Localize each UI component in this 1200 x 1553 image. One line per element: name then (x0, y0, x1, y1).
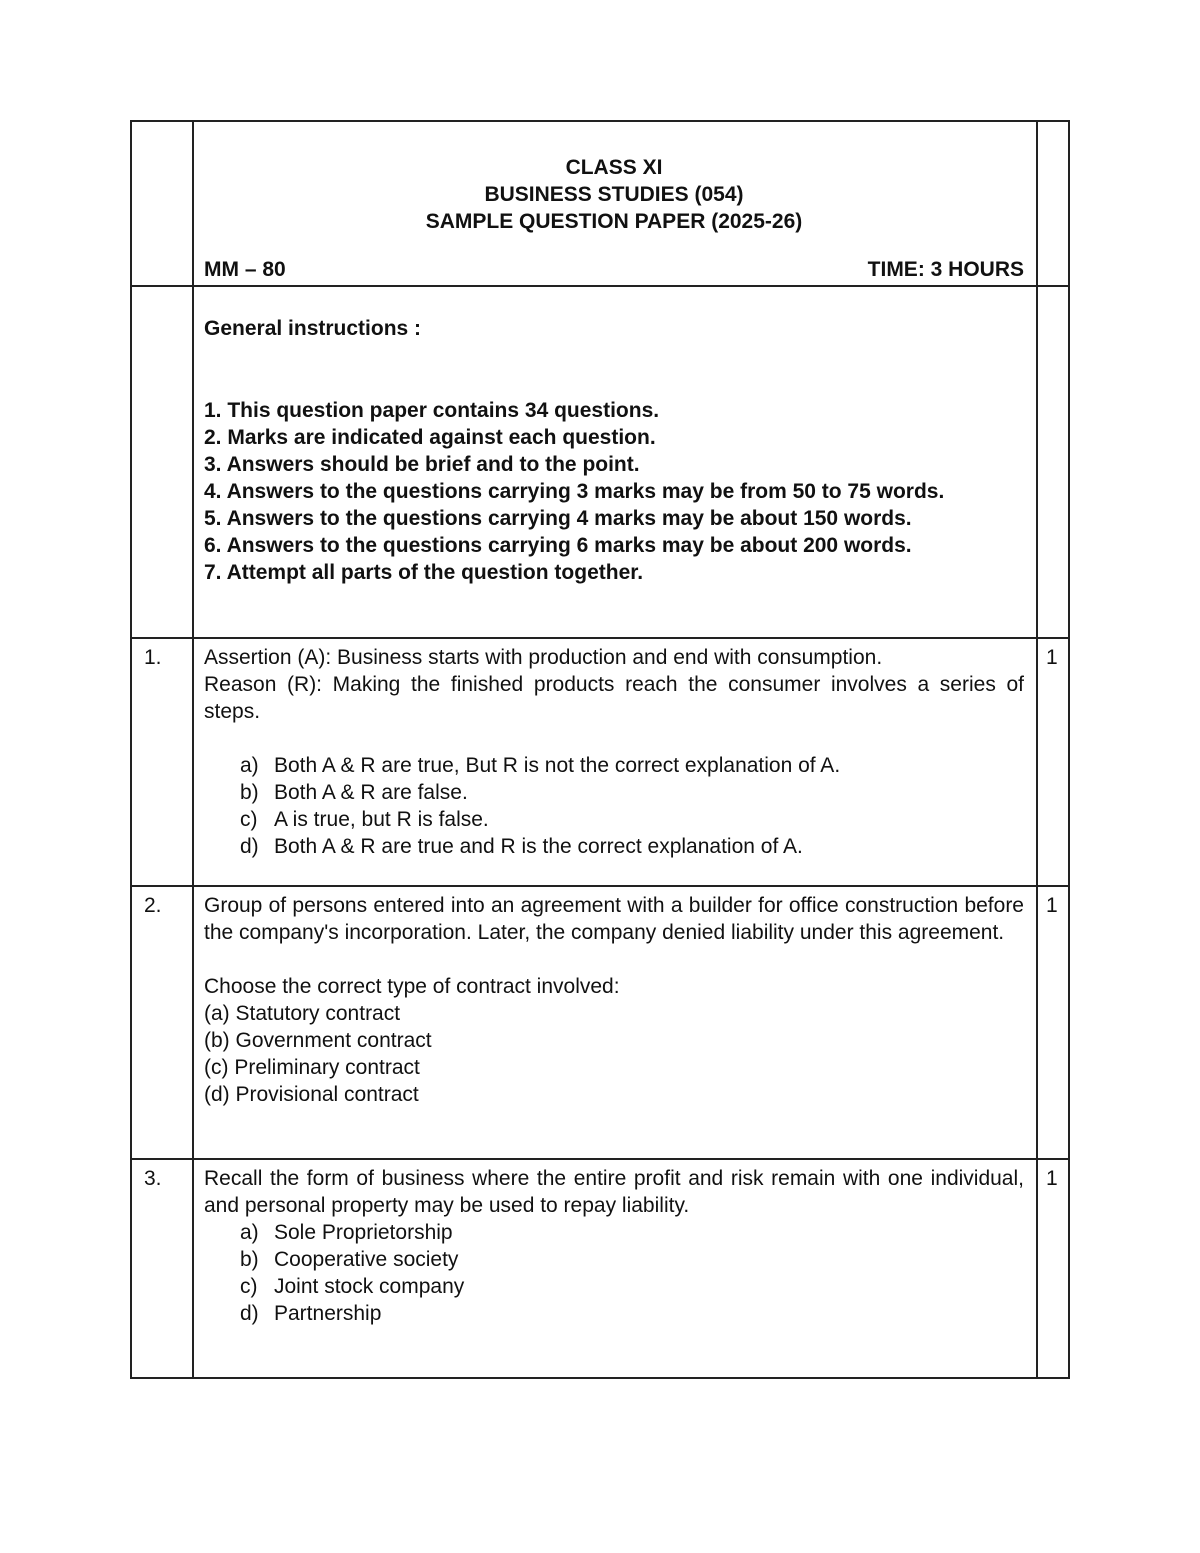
paper-title: SAMPLE QUESTION PAPER (2025-26) (425, 210, 803, 233)
instruction-item: 5. Answers to the questions carrying 4 marks may be about 150 words. (204, 507, 912, 530)
option-label: a) (240, 1221, 259, 1244)
question-body (193, 886, 1037, 1159)
option-text: Both A & R are true, But R is not the correct explanation of A. (274, 754, 841, 777)
paper-title-block (204, 127, 1024, 235)
option-item: (d) Provisional contract (204, 1083, 419, 1106)
options-list (204, 1000, 1024, 1108)
header-number-cell (131, 121, 193, 286)
question-row (131, 638, 1069, 886)
time-allowed: TIME: 3 HOURS (867, 258, 1024, 281)
instruction-item: 2. Marks are indicated against each question. (204, 426, 656, 449)
instruction-item: 4. Answers to the questions carrying 3 marks may be from 50 to 75 words. (204, 480, 945, 503)
max-marks: MM – 80 (204, 258, 286, 281)
header-cell (193, 121, 1037, 286)
question-number: 1. (131, 638, 193, 886)
option-text: Cooperative society (274, 1248, 459, 1271)
option-item (240, 1246, 1024, 1273)
option-text: Both A & R are false. (274, 781, 468, 804)
option-item (240, 833, 1024, 860)
option-item: (a) Statutory contract (204, 1002, 401, 1025)
option-text: A is true, but R is false. (274, 808, 489, 831)
options-list (204, 752, 1024, 860)
option-item (240, 1273, 1024, 1300)
question-paper-table (130, 120, 1070, 1379)
option-item (240, 1219, 1024, 1246)
question-marks: 1 (1037, 1159, 1069, 1378)
instructions-row (131, 286, 1069, 638)
option-item: (b) Government contract (204, 1029, 432, 1052)
option-label: d) (240, 835, 259, 858)
option-label: c) (240, 808, 258, 831)
option-label: c) (240, 1275, 258, 1298)
question-body (193, 1159, 1037, 1378)
reason-text: Reason (R): Making the finished products reach the consumer involves a series of steps. (204, 673, 1024, 723)
question-marks: 1 (1037, 886, 1069, 1159)
option-item (240, 752, 1024, 779)
question-number: 3. (131, 1159, 193, 1378)
option-text: Joint stock company (274, 1275, 465, 1298)
question-text: Recall the form of business where the entire profit and risk remain with one individual, and personal property may be used to repay liability. (204, 1167, 1024, 1217)
option-item (240, 1300, 1024, 1327)
option-item (240, 806, 1024, 833)
options-list (204, 1219, 1024, 1327)
question-row (131, 886, 1069, 1159)
option-label: d) (240, 1302, 259, 1325)
subject-title: BUSINESS STUDIES (054) (484, 183, 744, 206)
question-row (131, 1159, 1069, 1378)
instructions-number-cell (131, 286, 193, 638)
instruction-item: 1. This question paper contains 34 questions. (204, 399, 660, 422)
question-prompt: Choose the correct type of contract involved: (204, 975, 620, 998)
instructions-cell (193, 286, 1037, 638)
question-number: 2. (131, 886, 193, 1159)
option-item (240, 779, 1024, 806)
instruction-item: 6. Answers to the questions carrying 6 marks may be about 200 words. (204, 534, 912, 557)
option-text: Partnership (274, 1302, 382, 1325)
question-body (193, 638, 1037, 886)
header-row (131, 121, 1069, 286)
question-text: Group of persons entered into an agreement with a builder for office construction before the company's incorporation. Later, the company denied liability under this agreement. (204, 894, 1024, 944)
instruction-item: 3. Answers should be brief and to the point. (204, 453, 640, 476)
question-marks: 1 (1037, 638, 1069, 886)
option-label: b) (240, 1248, 259, 1271)
option-text: Both A & R are true and R is the correct explanation of A. (274, 835, 803, 858)
class-title: CLASS XI (565, 156, 663, 179)
instructions-title: General instructions : (204, 317, 422, 340)
option-label: a) (240, 754, 259, 777)
header-marks-cell (1037, 121, 1069, 286)
instruction-item: 7. Attempt all parts of the question together. (204, 561, 644, 584)
option-label: b) (240, 781, 259, 804)
instructions-marks-cell (1037, 286, 1069, 638)
meta-row (204, 256, 1024, 283)
option-text: Sole Proprietorship (274, 1221, 453, 1244)
option-item: (c) Preliminary contract (204, 1056, 420, 1079)
instructions-list (204, 397, 1024, 586)
assertion-text: Assertion (A): Business starts with production and end with consumption. (204, 646, 883, 669)
